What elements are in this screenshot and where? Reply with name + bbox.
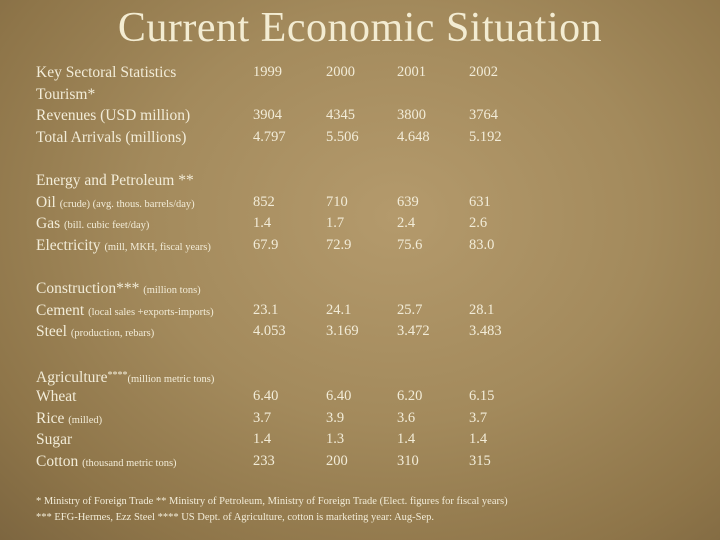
- row-label: [36, 213, 149, 237]
- row-label-text: Cotton: [36, 452, 79, 470]
- table-row: [36, 408, 706, 430]
- table-header-row: [36, 62, 706, 84]
- row-label-text: Oil: [36, 193, 56, 211]
- cell-value: 1.4: [469, 431, 488, 447]
- cell-value: 1.3: [326, 431, 345, 447]
- cell-value: 2.6: [469, 215, 488, 231]
- section-heading-mark: ****: [107, 369, 128, 381]
- cell-value: 6.20: [397, 388, 423, 404]
- footnote-line: *** EFG-Hermes, Ezz Steel **** US Dept. of Agriculture, cotton is marketing year: Aug-Sep.: [36, 512, 435, 523]
- row-label-text: Sugar: [36, 431, 73, 448]
- row-label: [36, 408, 102, 432]
- cell-value: 639: [397, 193, 419, 210]
- statistics-table: [36, 62, 706, 472]
- cell-value: 710: [326, 193, 348, 210]
- cell-value: 3.7: [253, 409, 272, 426]
- row-label-text: Gas: [36, 215, 61, 232]
- row-label-text: Electricity: [36, 236, 101, 254]
- row-label: [36, 235, 211, 259]
- row-label-note: (crude) (avg. thous. barrels/day): [59, 198, 195, 210]
- cell-value: 3.9: [326, 409, 345, 426]
- cell-value: 4345: [326, 107, 355, 123]
- cell-value: 1.4: [253, 431, 272, 447]
- cell-value: 4.797: [253, 128, 286, 145]
- section-heading: Energy and Petroleum **: [36, 172, 194, 189]
- cell-value: 233: [253, 452, 275, 469]
- table-row: [36, 386, 706, 408]
- cell-value: 72.9: [326, 236, 352, 253]
- section-heading-energy: [36, 170, 706, 192]
- row-label-note: (bill. cubic feet/day): [63, 220, 150, 231]
- section-heading-construction: [36, 278, 706, 300]
- row-label: [36, 429, 72, 451]
- cell-value: 28.1: [469, 301, 495, 318]
- row-label: [36, 300, 214, 324]
- row-label-text: Wheat: [36, 388, 77, 405]
- section-heading-note: (million metric tons): [127, 373, 215, 385]
- cell-value: 6.15: [469, 388, 495, 404]
- cell-value: 24.1: [326, 301, 352, 318]
- cell-value: 6.40: [253, 388, 279, 404]
- row-label: [36, 451, 177, 475]
- table-row: [36, 105, 706, 127]
- cell-value: 1.7: [326, 215, 345, 231]
- cell-value: 3764: [469, 107, 498, 123]
- row-label-note: (milled): [68, 414, 103, 426]
- cell-value: 310: [397, 452, 419, 469]
- cell-value: 3800: [397, 107, 426, 123]
- table-row: [36, 429, 706, 451]
- cell-value: 5.192: [469, 128, 502, 145]
- table-row: [36, 451, 706, 473]
- cell-value: 3.7: [469, 409, 488, 426]
- spacer: [36, 148, 706, 170]
- spacer: [36, 343, 706, 365]
- row-label-text: Total Arrivals (millions): [36, 128, 187, 146]
- cell-value: 631: [469, 193, 491, 210]
- table-row: [36, 213, 706, 235]
- cell-value: 67.9: [253, 236, 279, 253]
- table-row: [36, 300, 706, 322]
- spacer: [36, 256, 706, 278]
- cell-value: 83.0: [469, 236, 495, 253]
- table-row: [36, 321, 706, 343]
- table-row: [36, 235, 706, 257]
- cell-value: 6.40: [326, 388, 352, 404]
- row-label-note: (local sales +exports-imports): [88, 306, 214, 318]
- cell-value: 315: [469, 452, 491, 469]
- table-row: [36, 192, 706, 214]
- cell-value: 3.6: [397, 409, 416, 426]
- year-header: 2000: [326, 64, 355, 80]
- cell-value: 3.483: [469, 323, 502, 339]
- cell-value: 3904: [253, 107, 282, 123]
- row-label-note: (thousand metric tons): [82, 457, 177, 469]
- table-header-label: Key Sectoral Statistics: [36, 64, 177, 81]
- cell-value: 3.169: [326, 323, 359, 339]
- footnotes: [36, 494, 706, 526]
- slide-title: Current Economic Situation: [117, 5, 603, 51]
- year-header: 2002: [469, 64, 498, 80]
- section-heading: Agriculture: [36, 368, 108, 386]
- cell-value: 852: [253, 193, 275, 210]
- row-label-note: (production, rebars): [70, 328, 155, 339]
- section-heading-note: (million tons): [143, 285, 201, 296]
- section-heading-agriculture: [36, 365, 706, 387]
- row-label-note: (mill, MKH, fiscal years): [104, 241, 211, 253]
- row-label: [36, 192, 195, 216]
- cell-value: 200: [326, 452, 348, 469]
- row-label: [36, 127, 186, 149]
- section-heading: Construction***: [36, 280, 140, 297]
- row-label: [36, 321, 154, 345]
- cell-value: 5.506: [326, 128, 359, 145]
- row-label-text: Rice: [36, 409, 65, 427]
- section-heading: Tourism*: [36, 85, 96, 103]
- table-row: [36, 127, 706, 149]
- row-label: [36, 105, 190, 127]
- year-header: 1999: [253, 64, 282, 80]
- row-label: [36, 386, 76, 408]
- cell-value: 4.053: [253, 323, 286, 339]
- cell-value: 2.4: [397, 215, 416, 231]
- cell-value: 25.7: [397, 301, 423, 318]
- cell-value: 3.472: [397, 323, 430, 339]
- cell-value: 75.6: [397, 236, 423, 253]
- cell-value: 4.648: [397, 128, 430, 145]
- cell-value: 1.4: [397, 431, 416, 447]
- row-label-text: Steel: [36, 323, 67, 340]
- row-label-text: Cement: [36, 301, 85, 319]
- section-heading-tourism: [36, 84, 706, 106]
- year-header: 2001: [397, 64, 426, 80]
- footnote-line: * Ministry of Foreign Trade ** Ministry of Petroleum, Ministry of Foreign Trade (Elect. figures for fiscal years): [36, 496, 508, 507]
- cell-value: 23.1: [253, 301, 279, 318]
- row-label-text: Revenues (USD million): [36, 107, 191, 124]
- cell-value: 1.4: [253, 215, 272, 231]
